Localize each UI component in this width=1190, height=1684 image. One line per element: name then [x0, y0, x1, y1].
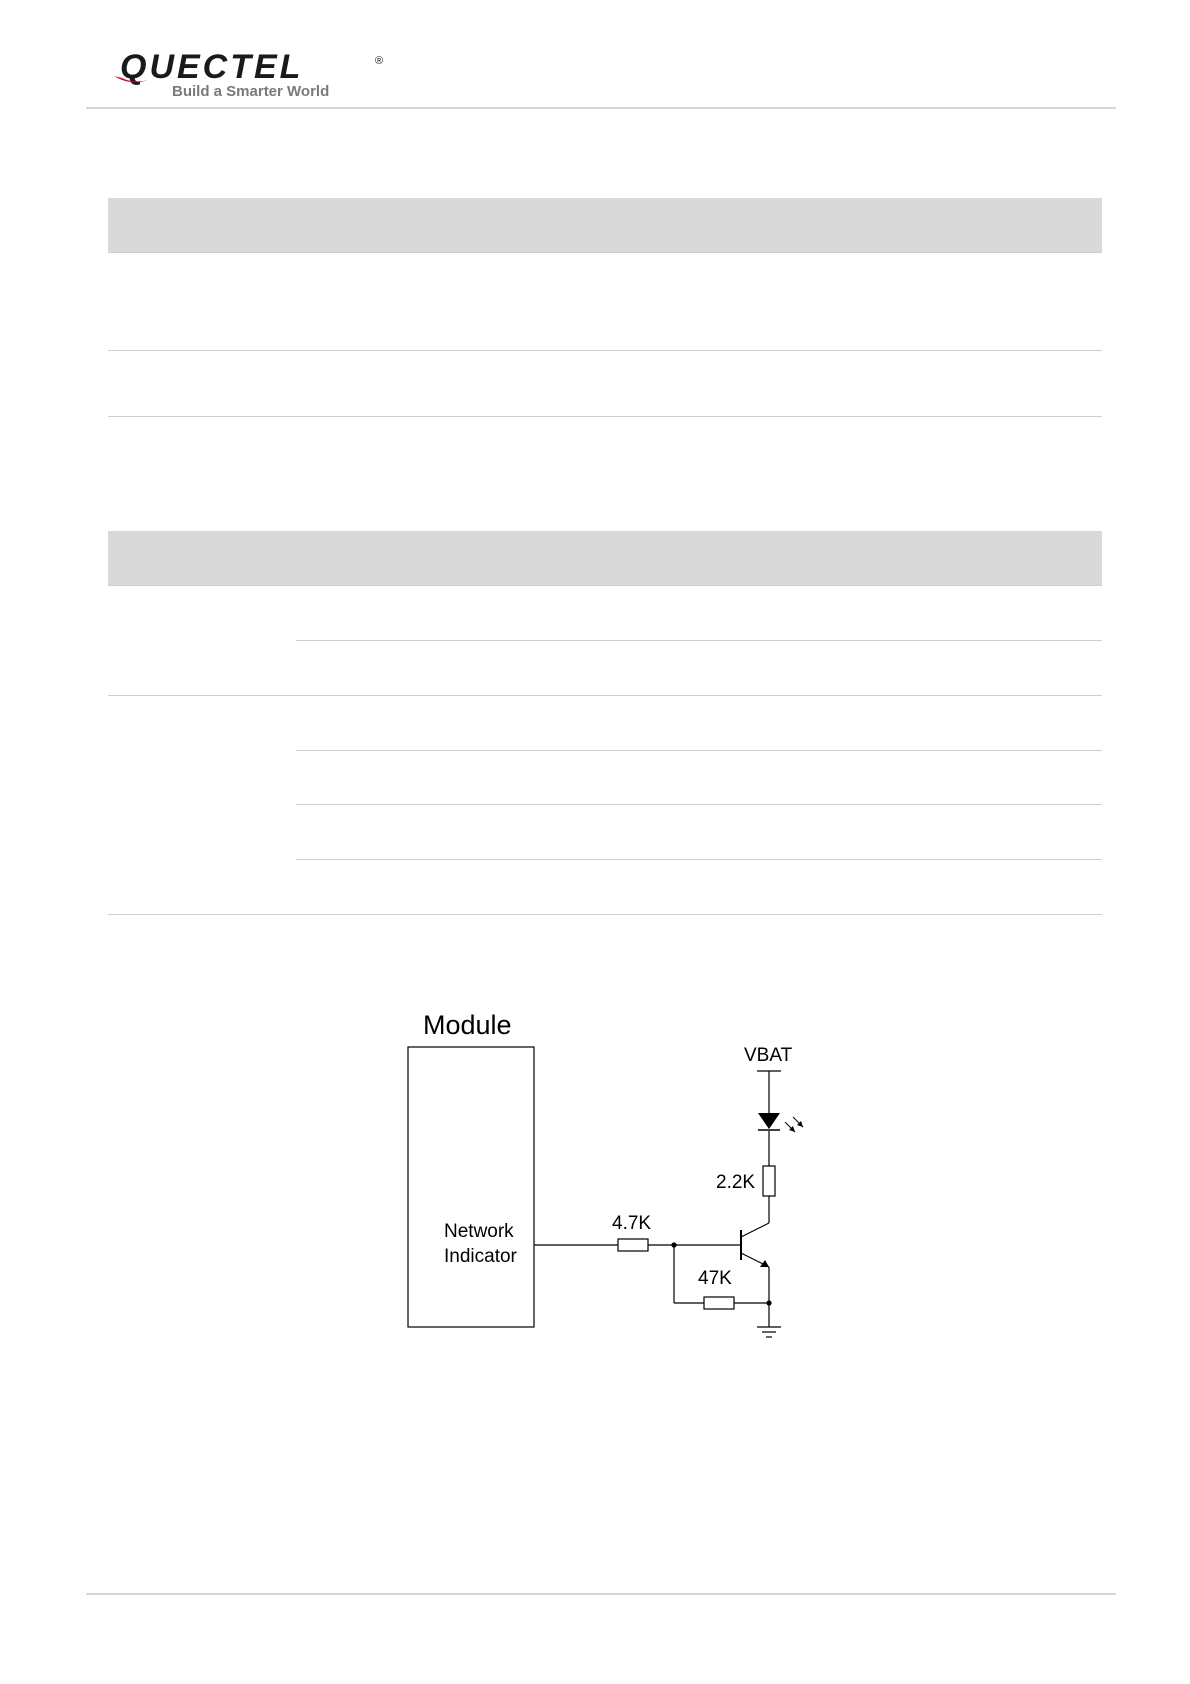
vbat-label: VBAT — [744, 1045, 793, 1066]
logo-registered-mark: ® — [375, 55, 384, 67]
table-2-rule — [108, 585, 1102, 586]
table-2-header-row — [108, 531, 1102, 585]
logo-wordmark: QUECTEL — [120, 50, 304, 86]
table-2 — [108, 531, 1102, 915]
table-2-rule — [296, 750, 1102, 751]
table-1-rule — [108, 350, 1102, 351]
pin-label-network: Network — [444, 1221, 514, 1242]
module-label: Module — [423, 1010, 512, 1040]
table-1-header-row — [108, 198, 1102, 252]
resistor-2-2k-label: 2.2K — [716, 1172, 756, 1193]
header-divider — [86, 107, 1116, 109]
module-box — [408, 1047, 534, 1327]
table-2-rule — [296, 640, 1102, 641]
transistor-collector — [741, 1223, 769, 1237]
led-icon — [758, 1113, 780, 1129]
table-2-rule — [296, 859, 1102, 860]
table-1 — [108, 198, 1102, 416]
logo-tagline: Build a Smarter World — [172, 83, 330, 100]
resistor-47k — [704, 1297, 734, 1309]
resistor-4-7k — [618, 1239, 648, 1251]
table-2-rule — [108, 695, 1102, 696]
pin-label-indicator: Indicator — [444, 1246, 517, 1267]
resistor-4-7k-label: 4.7K — [612, 1213, 652, 1234]
table-2-rule — [108, 914, 1102, 915]
network-indicator-circuit — [380, 1005, 820, 1345]
footer-divider — [86, 1593, 1116, 1595]
quectel-logo — [112, 50, 392, 100]
resistor-47k-label: 47K — [698, 1268, 732, 1289]
table-1-rule — [108, 416, 1102, 417]
resistor-2-2k — [763, 1166, 775, 1196]
table-2-rule — [296, 804, 1102, 805]
table-1-rule — [108, 252, 1102, 253]
